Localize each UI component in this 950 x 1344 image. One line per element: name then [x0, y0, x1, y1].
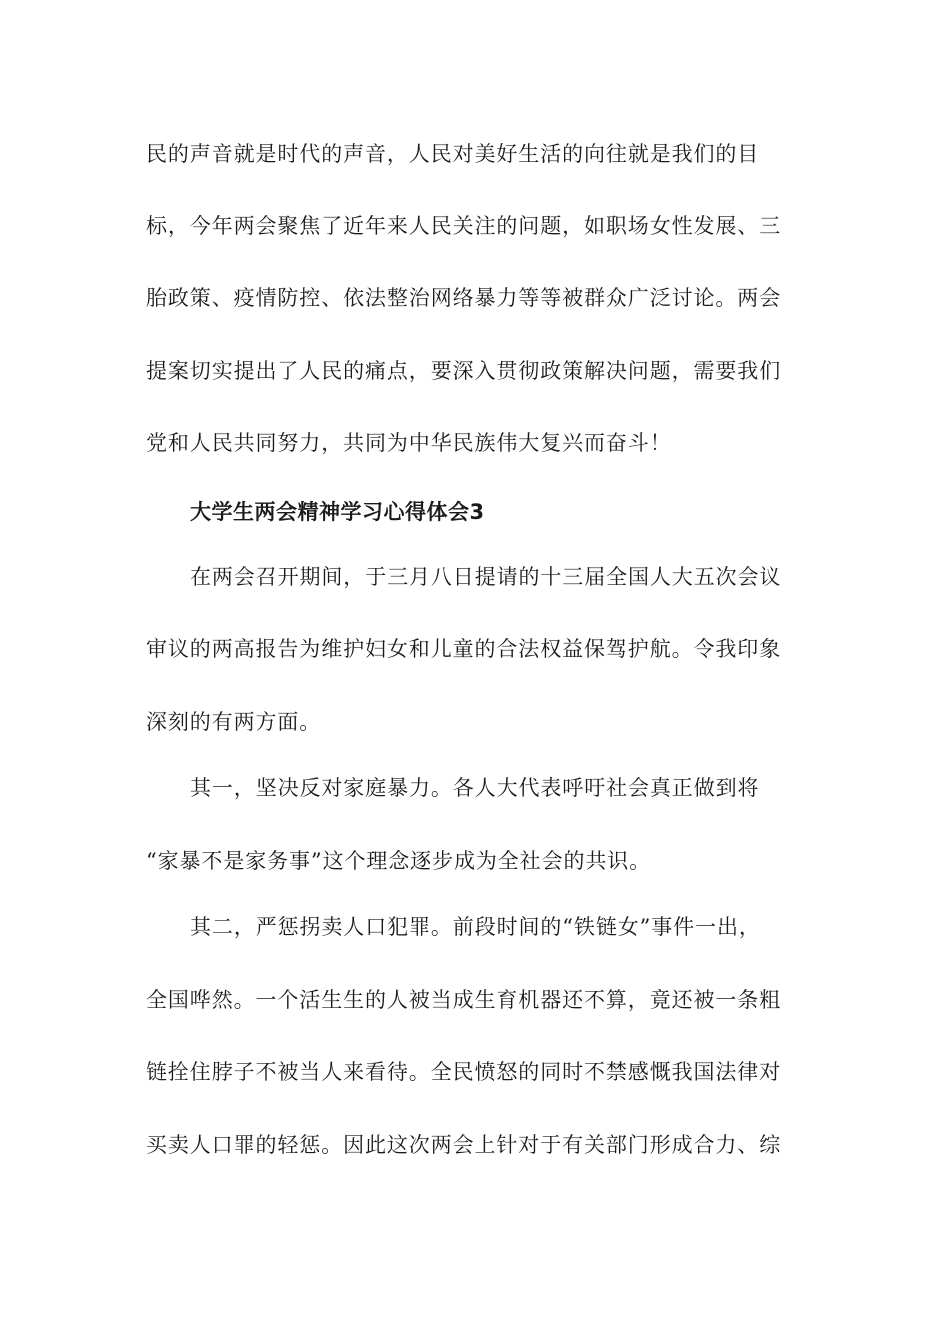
- paragraph-line: 在两会召开期间，于三月八日提请的十三届全国人大五次会议: [190, 565, 782, 589]
- paragraph-line: 其一，坚决反对家庭暴力。各人大代表呼吁社会真正做到将: [190, 776, 760, 800]
- paragraph-line: 买卖人口罪的轻惩。因此这次两会上针对于有关部门形成合力、综: [146, 1133, 782, 1157]
- paragraph-line: 民的声音就是时代的声音，人民对美好生活的向往就是我们的目: [146, 142, 760, 166]
- section-heading: 大学生两会精神学习心得体会3: [190, 500, 485, 524]
- paragraph-line: 党和人民共同努力，共同为中华民族伟大复兴而奋斗！: [146, 431, 672, 455]
- paragraph-line: 深刻的有两方面。: [146, 710, 322, 734]
- paragraph-line: 其二，严惩拐卖人口犯罪。前段时间的“铁链女”事件一出，: [190, 915, 761, 939]
- paragraph-line: 提案切实提出了人民的痛点，要深入贯彻政策解决问题，需要我们: [146, 359, 782, 383]
- paragraph-line: 全国哗然。一个活生生的人被当成生育机器还不算，竟还被一条粗: [146, 988, 782, 1012]
- paragraph-line: 审议的两高报告为维护妇女和儿童的合法权益保驾护航。令我印象: [146, 637, 782, 661]
- paragraph-line: 胎政策、疫情防控、依法整治网络暴力等等被群众广泛讨论。两会: [146, 286, 782, 310]
- paragraph-line: “家暴不是家务事”这个理念逐步成为全社会的共识。: [146, 849, 652, 873]
- paragraph-line: 标，今年两会聚焦了近年来人民关注的问题，如职场女性发展、三: [146, 214, 782, 238]
- paragraph-line: 链拴住脖子不被当人来看待。全民愤怒的同时不禁感慨我国法律对: [146, 1060, 782, 1084]
